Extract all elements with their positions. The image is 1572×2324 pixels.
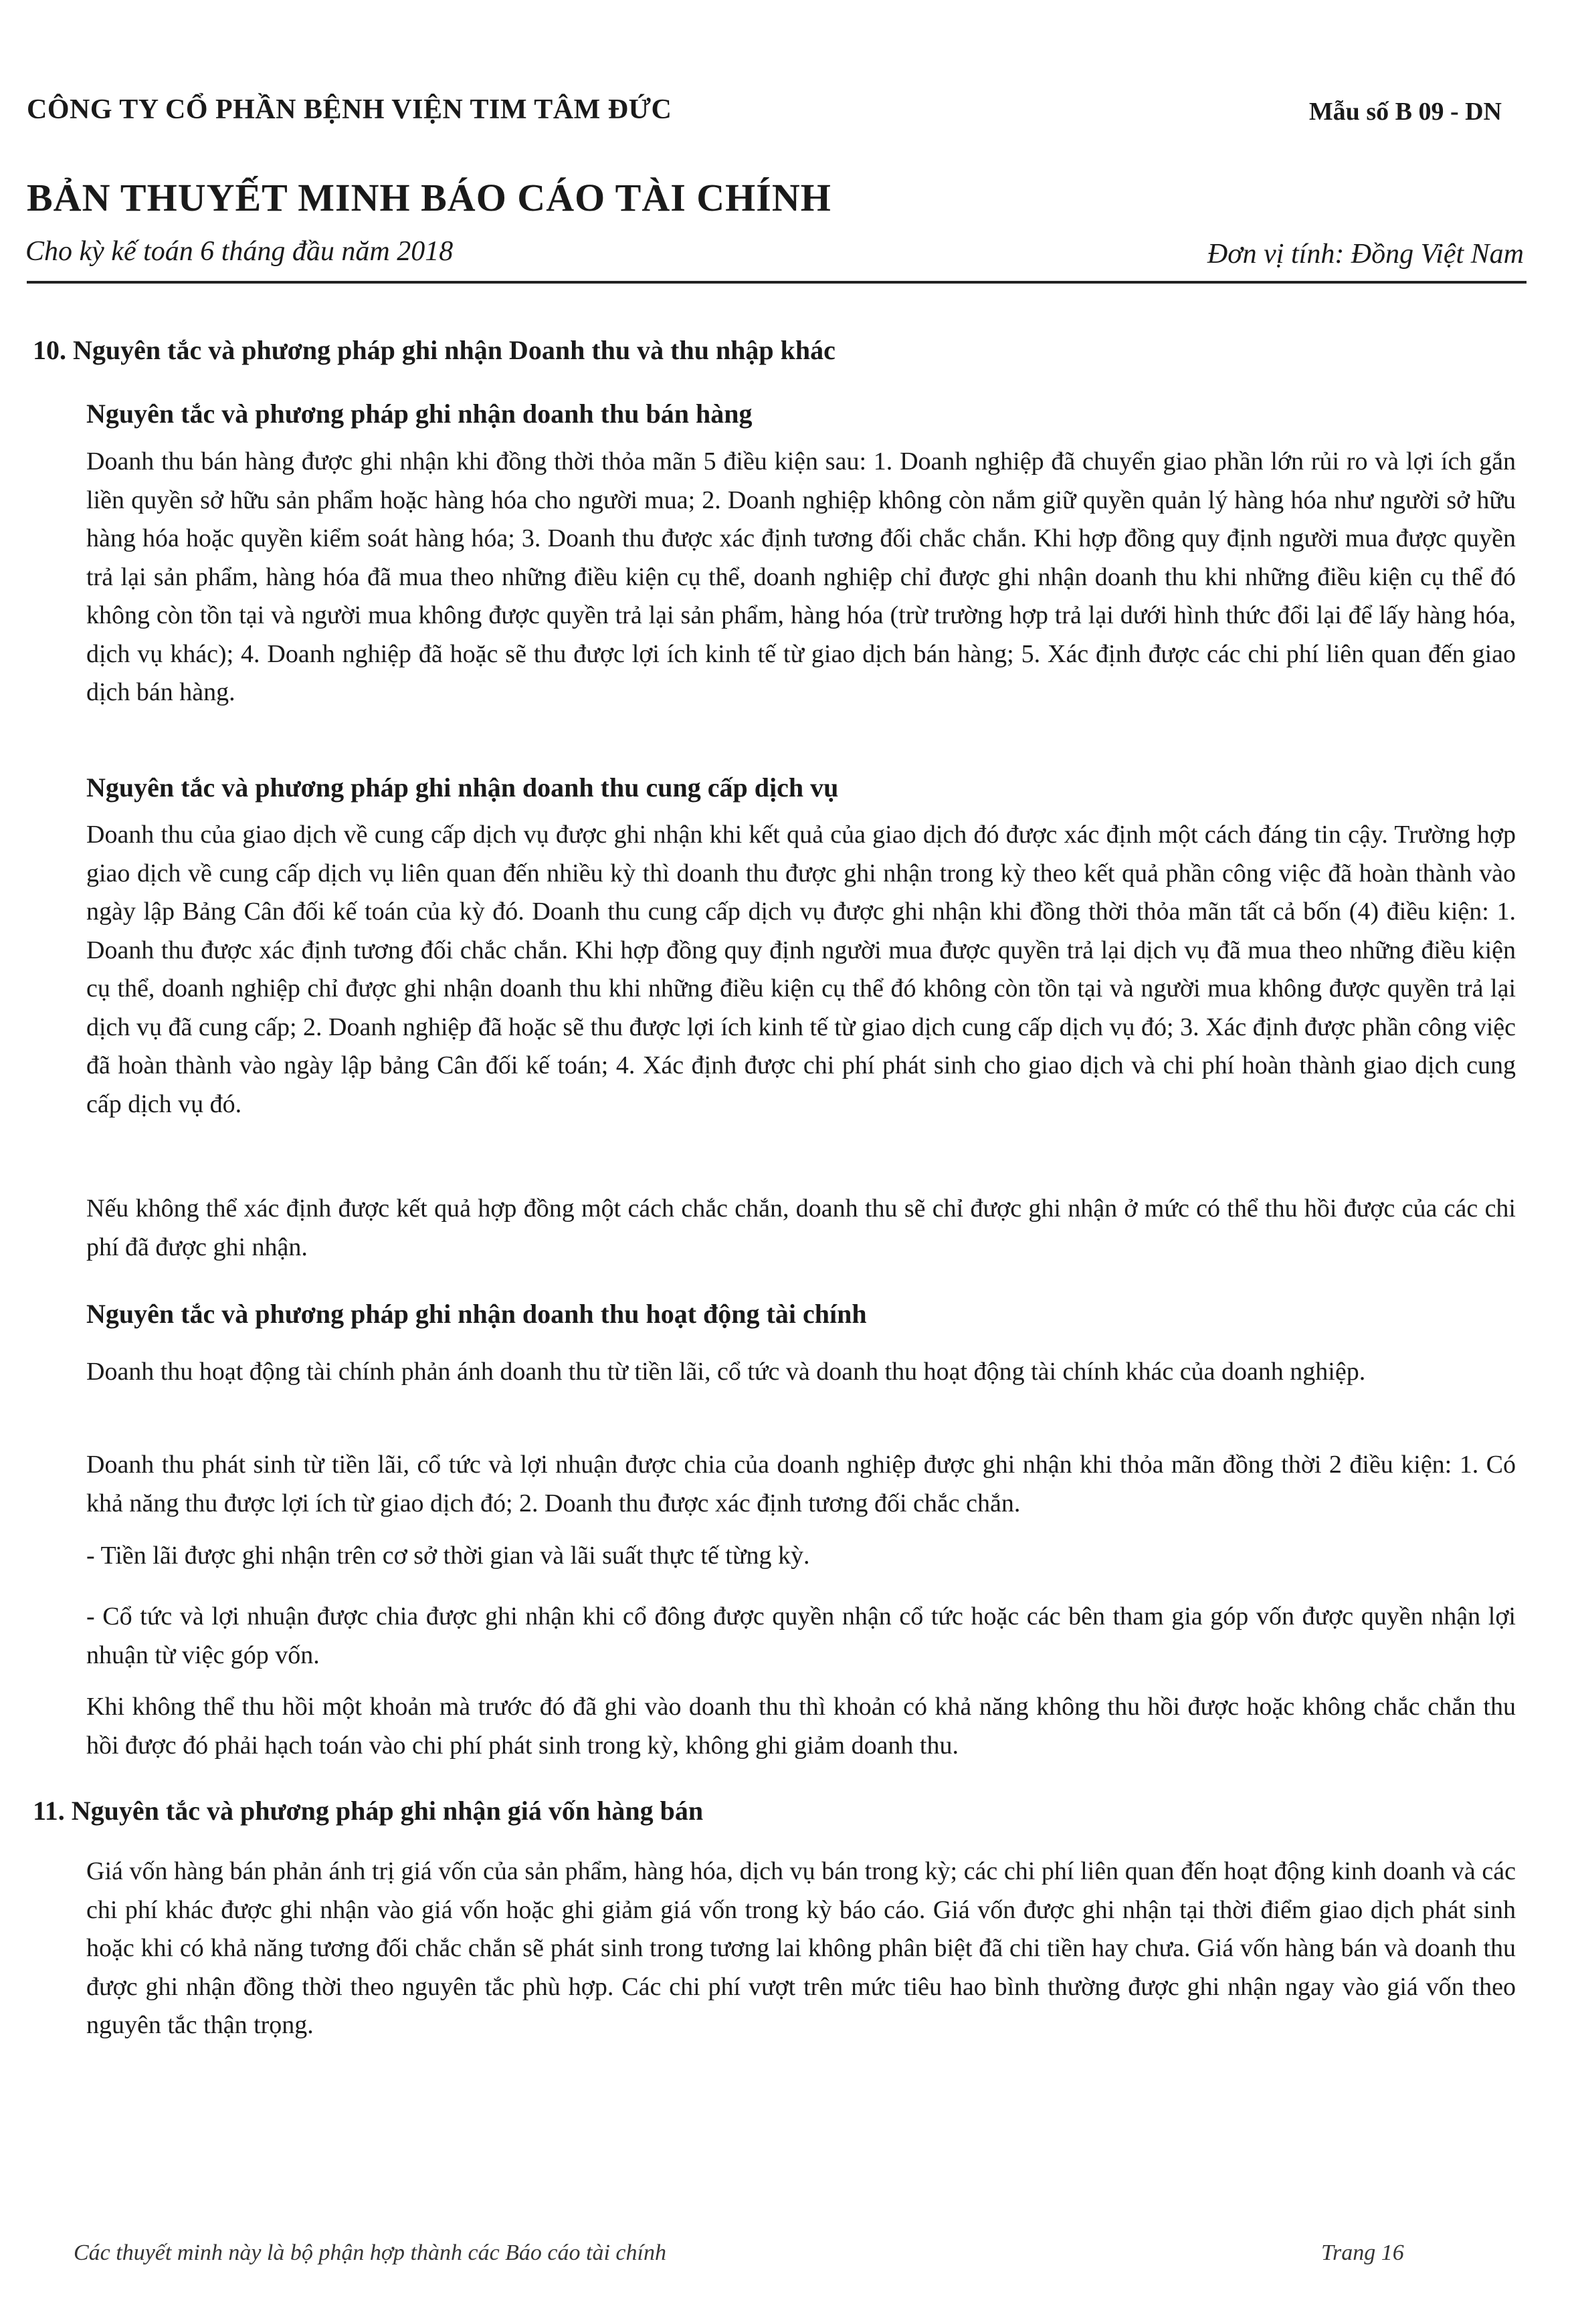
paragraph: - Tiền lãi được ghi nhận trên cơ sở thời gian và lãi suất thực tế từng kỳ.	[86, 1542, 810, 1570]
document-title: BẢN THUYẾT MINH BÁO CÁO TÀI CHÍNH	[27, 176, 831, 219]
section-11-heading: 11. Nguyên tắc và phương pháp ghi nhận giá vốn hàng bán	[33, 1796, 704, 1826]
paragraph: - Cổ tức và lợi nhuận được chia được ghi nhận khi cổ đông được quyền nhận cổ tức hoặc các bên tham gia góp vốn được quyền nhận lợi nhuận từ việc góp vốn.	[86, 1602, 1516, 1669]
paragraph: Doanh thu phát sinh từ tiền lãi, cổ tức và lợi nhuận được chia của doanh nghiệp được ghi nhận khi thỏa mãn đồng thời 2 điều kiện: 1. Có khả năng thu được lợi ích từ giao dịch đó; 2. Doanh thu được xác định tương đối chắc chắn.	[86, 1451, 1516, 1517]
reporting-period: Cho kỳ kế toán 6 tháng đầu năm 2018	[25, 236, 454, 267]
header-divider	[27, 281, 1527, 284]
footer-note: Các thuyết minh này là bộ phận hợp thành các Báo cáo tài chính	[74, 2240, 666, 2265]
paragraph: Khi không thể thu hồi một khoản mà trước đó đã ghi vào doanh thu thì khoản có khả năng không thu hồi được hoặc không chắc chắn thu hồi được đó phải hạch toán vào chi phí phát sinh trong kỳ, không ghi giảm doanh thu.	[86, 1693, 1516, 1760]
form-number: Mẫu số B 09 - DN	[1308, 98, 1502, 126]
section-10-heading: 10. Nguyên tắc và phương pháp ghi nhận Doanh thu và thu nhập khác	[33, 335, 836, 365]
paragraph: Doanh thu của giao dịch về cung cấp dịch vụ được ghi nhận khi kết quả của giao dịch đó được xác định một cách đáng tin cậy. Trường hợp giao dịch về cung cấp dịch vụ liên quan đến nhiều kỳ thì doanh thu được ghi nhận trong kỳ theo kết quả phần công việc đã hoàn thành vào ngày lập Bảng Cân đối kế toán của kỳ đó. Doanh thu cung cấp dịch vụ được ghi nhận khi đồng thời thỏa mãn tất cả bốn (4) điều kiện: 1. Doanh thu được xác định tương đối chắc chắn. Khi hợp đồng quy định người mua được quyền trả lại dịch vụ đã mua theo những điều kiện cụ thể, doanh nghiệp chỉ được ghi nhận doanh thu khi những điều kiện cụ thể đó không còn tồn tại và người mua không được quyền trả lại dịch vụ đã cung cấp; 2. Doanh nghiệp đã hoặc sẽ thu được lợi ích kinh tế từ giao dịch cung cấp dịch vụ đó; 3. Xác định được phần công việc đã hoàn thành vào ngày lập bảng Cân đối kế toán; 4. Xác định được chi phí phát sinh cho giao dịch và chi phí hoàn thành giao dịch cung cấp dịch vụ đó.	[86, 821, 1516, 1118]
subheading-sales-revenue: Nguyên tắc và phương pháp ghi nhận doanh thu bán hàng	[86, 399, 753, 429]
currency-unit: Đơn vị tính: Đồng Việt Nam	[1207, 239, 1524, 270]
paragraph: Doanh thu hoạt động tài chính phản ánh doanh thu từ tiền lãi, cổ tức và doanh thu hoạt động tài chính khác của doanh nghiệp.	[86, 1358, 1366, 1386]
subheading-financial-revenue: Nguyên tắc và phương pháp ghi nhận doanh thu hoạt động tài chính	[86, 1299, 867, 1329]
company-name: CÔNG TY CỔ PHẦN BỆNH VIỆN TIM TÂM ĐỨC	[27, 94, 672, 125]
paragraph: Nếu không thể xác định được kết quả hợp đồng một cách chắc chắn, doanh thu sẽ chỉ được ghi nhận ở mức có thể thu hồi được của các chi phí đã được ghi nhận.	[86, 1194, 1516, 1261]
page-number: Trang 16	[1321, 2240, 1404, 2265]
subheading-service-revenue: Nguyên tắc và phương pháp ghi nhận doanh thu cung cấp dịch vụ	[86, 772, 839, 803]
paragraph: Giá vốn hàng bán phản ánh trị giá vốn của sản phẩm, hàng hóa, dịch vụ bán trong kỳ; các chi phí liên quan đến hoạt động kinh doanh và các chi phí khác được ghi nhận vào giá vốn hoặc ghi giảm giá vốn trong kỳ báo cáo. Giá vốn được ghi nhận tại thời điểm giao dịch phát sinh hoặc khi có khả năng tương đối chắc chắn sẽ phát sinh trong tương lai không phân biệt đã chi tiền hay chưa. Giá vốn hàng bán và doanh thu được ghi nhận đồng thời theo nguyên tắc phù hợp. Các chi phí vượt trên mức tiêu hao bình thường được ghi nhận ngay vào giá vốn theo nguyên tắc thận trọng.	[86, 1857, 1516, 2039]
paragraph: Doanh thu bán hàng được ghi nhận khi đồng thời thỏa mãn 5 điều kiện sau: 1. Doanh nghiệp đã chuyển giao phần lớn rủi ro và lợi ích gắn liền quyền sở hữu sản phẩm hoặc hàng hóa cho người mua; 2. Doanh nghiệp không còn nắm giữ quyền quản lý hàng hóa như người sở hữu hàng hóa hoặc quyền kiểm soát hàng hóa; 3. Doanh thu được xác định tương đối chắc chắn. Khi hợp đồng quy định người mua được quyền trả lại sản phẩm, hàng hóa đã mua theo những điều kiện cụ thể, doanh nghiệp chỉ được ghi nhận doanh thu khi những điều kiện cụ thể đó không còn tồn tại và người mua không được quyền trả lại sản phẩm, hàng hóa (trừ trường hợp trả lại dưới hình thức đổi lại để lấy hàng hóa, dịch vụ khác); 4. Doanh nghiệp đã hoặc sẽ thu được lợi ích kinh tế từ giao dịch bán hàng; 5. Xác định được các chi phí liên quan đến giao dịch bán hàng.	[86, 447, 1516, 706]
